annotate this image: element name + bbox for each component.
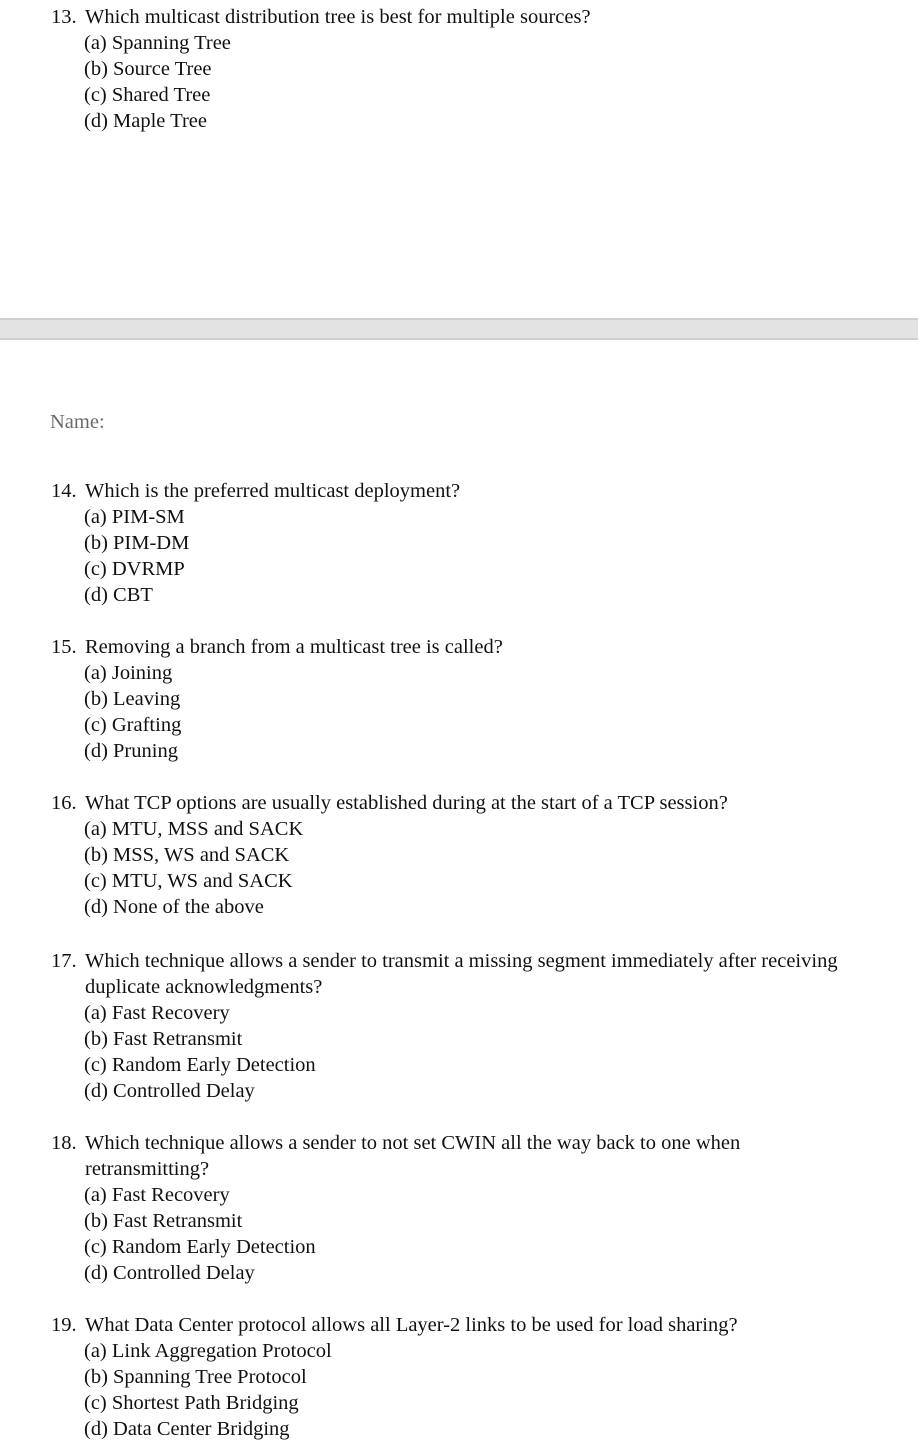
- question-15-option-c[interactable]: (c) Grafting: [84, 714, 182, 736]
- question-16-option-c[interactable]: (c) MTU, WS and SACK: [84, 870, 293, 892]
- question-19-option-d[interactable]: (d) Data Center Bridging: [84, 1418, 290, 1440]
- question-15-option-b[interactable]: (b) Leaving: [84, 688, 181, 710]
- question-16-stem: What TCP options are usually established during at the start of a TCP session?: [85, 792, 728, 814]
- page-break-divider: [0, 318, 918, 340]
- question-16-option-d[interactable]: (d) None of the above: [84, 896, 264, 918]
- question-14-option-d[interactable]: (d) CBT: [84, 584, 153, 606]
- question-19-option-c[interactable]: (c) Shortest Path Bridging: [84, 1392, 299, 1414]
- question-18-option-c[interactable]: (c) Random Early Detection: [84, 1236, 316, 1258]
- question-17-number: 17.: [51, 950, 77, 972]
- name-label: Name:: [50, 411, 105, 433]
- question-14-option-a[interactable]: (a) PIM-SM: [84, 506, 185, 528]
- question-16-text: [51, 790, 918, 816]
- question-18: [51, 1130, 918, 1286]
- question-17-option-c[interactable]: (c) Random Early Detection: [84, 1054, 316, 1076]
- question-17-option-a[interactable]: (a) Fast Recovery: [84, 1002, 230, 1024]
- question-17-option-d[interactable]: (d) Controlled Delay: [84, 1080, 255, 1102]
- question-15-number: 15.: [51, 636, 77, 658]
- question-14-option-c[interactable]: (c) DVRMP: [84, 558, 185, 580]
- question-18-option-b[interactable]: (b) Fast Retransmit: [84, 1210, 243, 1232]
- question-18-text: [51, 1130, 918, 1156]
- question-19-text: [51, 1312, 918, 1338]
- question-13-option-d[interactable]: (d) Maple Tree: [84, 110, 207, 132]
- question-18-stem-continued: retransmitting?: [85, 1158, 210, 1180]
- question-14-stem: Which is the preferred multicast deployment?: [85, 480, 461, 502]
- question-16-option-a[interactable]: (a) MTU, MSS and SACK: [84, 818, 304, 840]
- question-13-option-a[interactable]: (a) Spanning Tree: [84, 32, 231, 54]
- question-13-stem: Which multicast distribution tree is best for multiple sources?: [85, 6, 591, 28]
- question-18-option-d[interactable]: (d) Controlled Delay: [84, 1262, 255, 1284]
- question-15-stem: Removing a branch from a multicast tree is called?: [85, 636, 503, 658]
- question-17-option-b[interactable]: (b) Fast Retransmit: [84, 1028, 243, 1050]
- question-14-number: 14.: [51, 480, 77, 502]
- question-13-text: [51, 4, 918, 30]
- question-15-text: [51, 634, 918, 660]
- question-19: [51, 1312, 918, 1442]
- question-14: [51, 478, 918, 608]
- question-15-option-d[interactable]: (d) Pruning: [84, 740, 178, 762]
- question-14-option-b[interactable]: (b) PIM-DM: [84, 532, 190, 554]
- question-13: [51, 4, 918, 134]
- question-16-option-b[interactable]: (b) MSS, WS and SACK: [84, 844, 290, 866]
- question-19-number: 19.: [51, 1314, 77, 1336]
- question-19-option-b[interactable]: (b) Spanning Tree Protocol: [84, 1366, 307, 1388]
- question-16-number: 16.: [51, 792, 77, 814]
- question-13-option-b[interactable]: (b) Source Tree: [84, 58, 212, 80]
- question-18-option-a[interactable]: (a) Fast Recovery: [84, 1184, 230, 1206]
- question-16: [51, 790, 918, 920]
- question-17-stem: Which technique allows a sender to transmit a missing segment immediately after receiving: [85, 950, 838, 972]
- question-17: [51, 948, 918, 1104]
- question-18-stem: Which technique allows a sender to not set CWIN all the way back to one when: [85, 1132, 741, 1154]
- question-15-option-a[interactable]: (a) Joining: [84, 662, 173, 684]
- question-19-stem: What Data Center protocol allows all Layer-2 links to be used for load sharing?: [85, 1314, 738, 1336]
- question-14-text: [51, 478, 918, 504]
- question-18-number: 18.: [51, 1132, 77, 1154]
- question-13-option-c[interactable]: (c) Shared Tree: [84, 84, 211, 106]
- question-15: [51, 634, 918, 764]
- question-13-number: 13.: [51, 6, 77, 28]
- question-17-stem-continued: duplicate acknowledgments?: [85, 976, 323, 998]
- question-19-option-a[interactable]: (a) Link Aggregation Protocol: [84, 1340, 332, 1362]
- question-17-text: [51, 948, 918, 974]
